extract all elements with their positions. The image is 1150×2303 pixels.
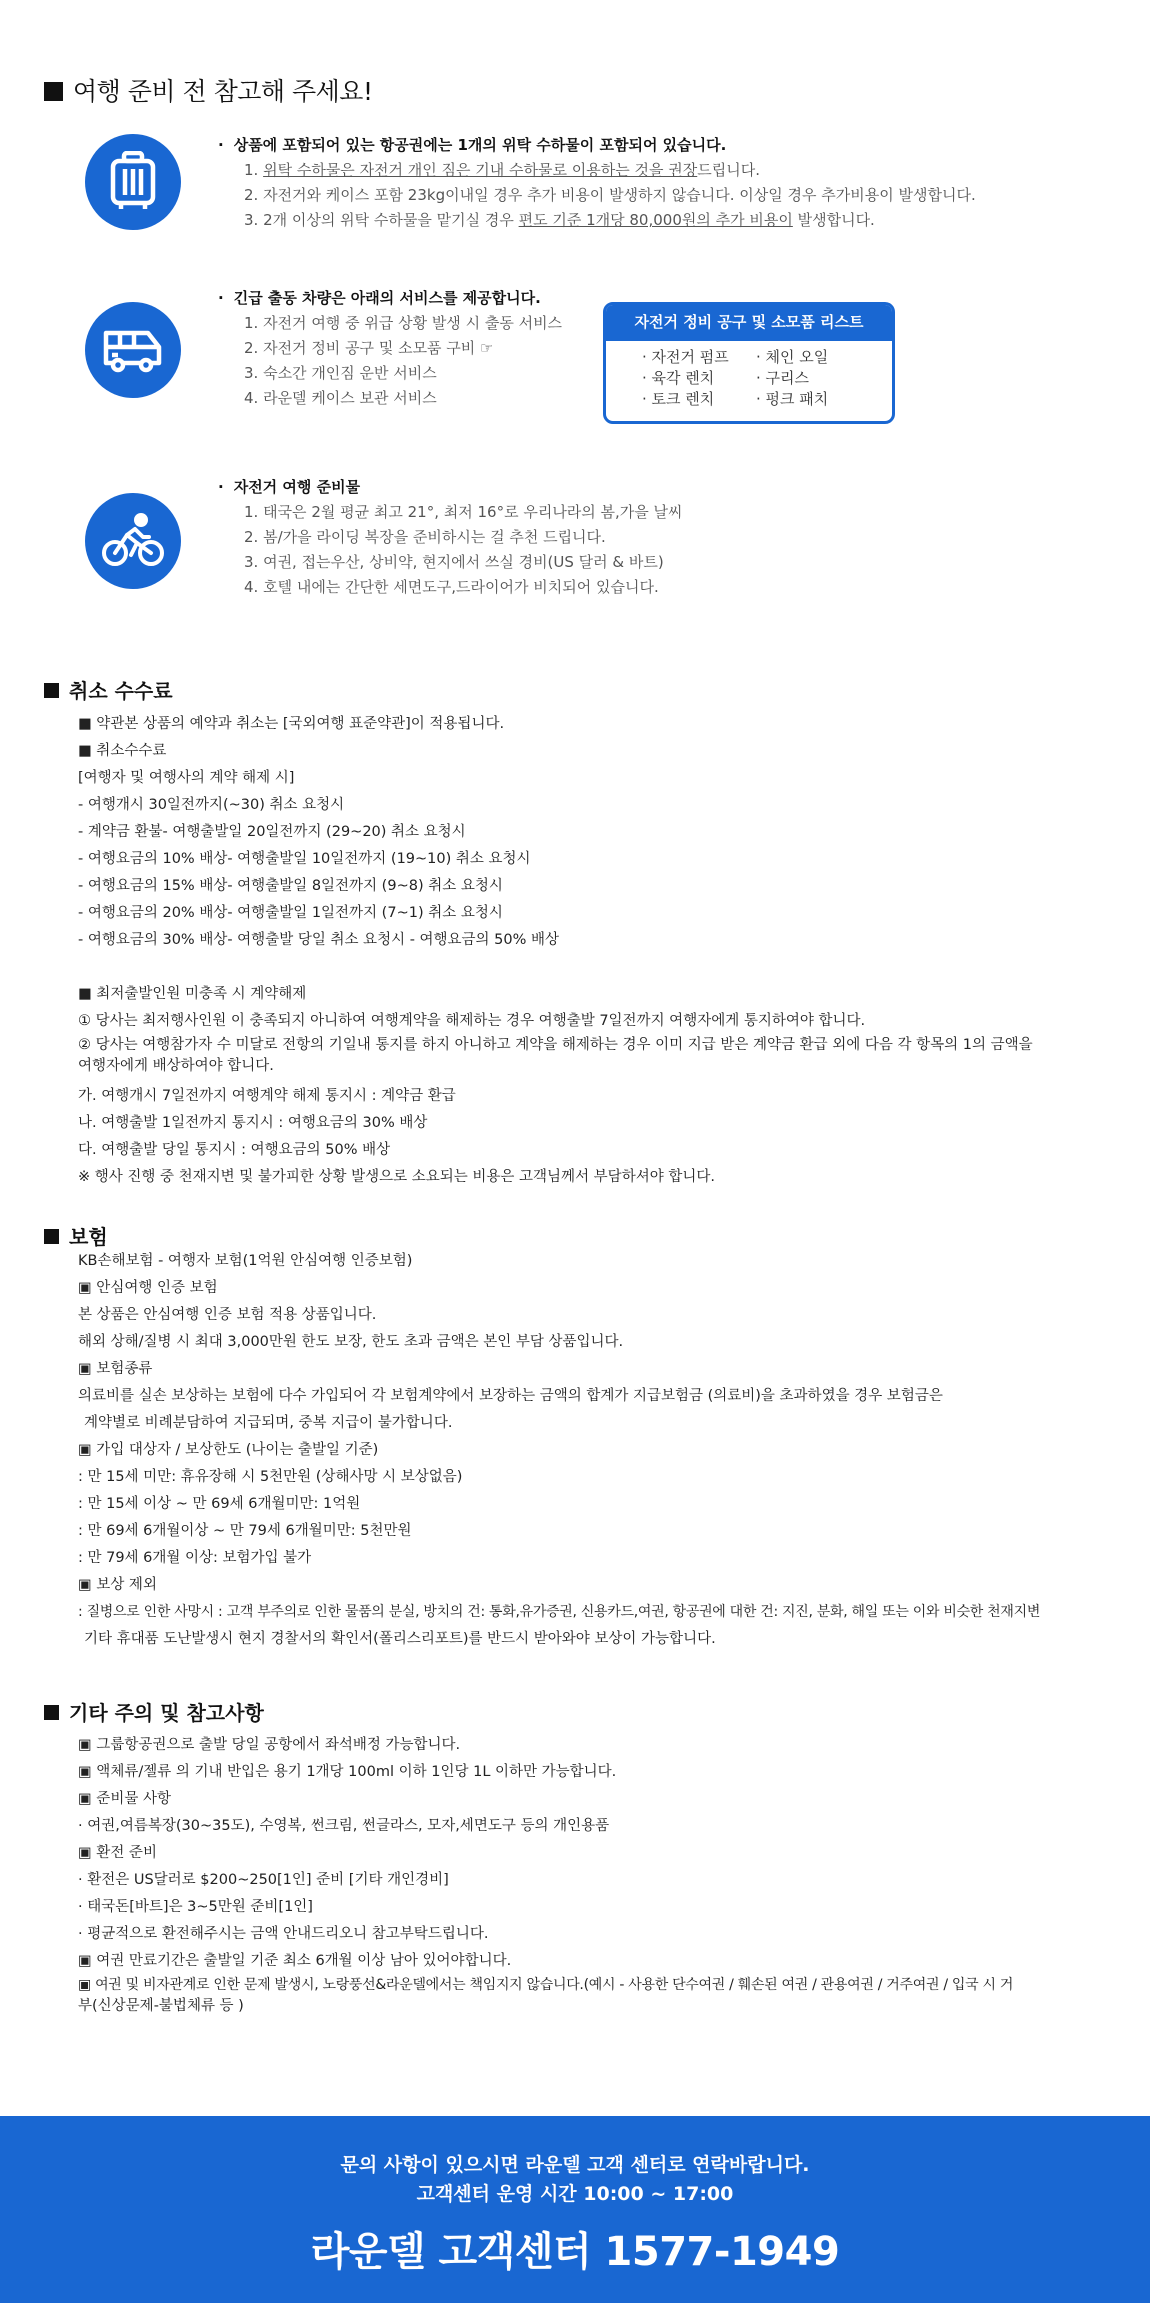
spacer (78, 954, 1033, 981)
luggage-icon (85, 134, 181, 230)
cancel-line: - 여행요금의 15% 배상- 여행출발일 8일전까지 (9~8) 취소 요청시 (78, 878, 503, 894)
etc-line: 부(신상문제-불법체류 등 ) (78, 1998, 244, 2014)
cancel-section-title: 취소 수수료 (44, 675, 173, 704)
etc-line: ▣ 액체류/젤류 의 기내 반입은 용기 1개당 100ml 이하 1인당 1L 이하만 가능합니다. (78, 1764, 617, 1780)
tool-list-item: · 펑크 패치 (756, 390, 829, 408)
cancel-line: 여행자에게 배상하여야 합니다. (78, 1058, 274, 1074)
etc-line: ▣ 그룹항공권으로 출발 당일 공항에서 좌석배정 가능합니다. (78, 1737, 461, 1753)
tool-list-item: · 구리스 (756, 369, 810, 387)
van-info-head: · 긴급 출동 차량은 아래의 서비스를 제공합니다. (218, 289, 541, 307)
cancel-line: - 계약금 환불- 여행출발일 20일전까지 (29~20) 취소 요청시 (78, 824, 466, 840)
footer-contact-notice: 문의 사항이 있으시면 라운델 고객 센터로 연락바랍니다. (340, 2154, 810, 2176)
footer-phone: 라운델 고객센터 1577-1949 (310, 2229, 840, 2275)
customer-center-footer (0, 2116, 1150, 2303)
insurance-line: 해외 상해/질병 시 최대 3,000만원 한도 보장, 한도 초과 금액은 본인 부담 상품입니다. (78, 1334, 624, 1350)
insurance-section-title: 보험 (44, 1221, 108, 1250)
etc-line: ▣ 준비물 사항 (78, 1791, 171, 1807)
cancel-line: ※ 행사 진행 중 천재지변 및 불가피한 상황 발생으로 소요되는 비용은 고객님께서 부담하셔야 합니다. (78, 1169, 715, 1185)
cancel-line: 나. 여행출발 1일전까지 통지시 : 여행요금의 30% 배상 (78, 1115, 428, 1131)
etc-line: ▣ 여권 만료기간은 출발일 기준 최소 6개월 이상 남아 있어야합니다. (78, 1953, 512, 1969)
cancel-line: ■ 취소수수료 (78, 743, 167, 759)
insurance-line: : 만 69세 6개월이상 ~ 만 79세 6개월미만: 5천만원 (78, 1523, 412, 1539)
insurance-line: ▣ 안심여행 인증 보험 (78, 1280, 218, 1296)
etc-line: · 여권,여름복장(30~35도), 수영복, 썬크림, 썬글라스, 모자,세면도구 등의 개인용품 (78, 1818, 610, 1834)
insurance-line: 기타 휴대품 도난발생시 현지 경찰서의 확인서(폴리스리포트)를 반드시 받아와야 보상이 가능합니다. (84, 1631, 716, 1647)
van-item: 1. 자전거 여행 중 위급 상황 발생 시 출동 서비스 (244, 314, 563, 332)
cancel-line: ■ 약관본 상품의 예약과 취소는 [국외여행 표준약관]이 적용됩니다. (78, 716, 505, 732)
bike-info-head: · 자전거 여행 준비물 (218, 478, 361, 496)
insurance-line: ▣ 보상 제외 (78, 1577, 157, 1593)
cancel-line: ■ 최저출발인원 미충족 시 계약해제 (78, 986, 307, 1002)
page-title: 여행 준비 전 참고해 주세요! (44, 72, 372, 108)
luggage-info (218, 133, 976, 233)
bicycle-icon (85, 493, 181, 589)
insurance-line: KB손해보험 - 여행자 보험(1억원 안심여행 인증보험) (78, 1253, 413, 1269)
cancel-line: - 여행개시 30일전까지(~30) 취소 요청시 (78, 797, 345, 813)
insurance-line: 계약별로 비례분담하여 지급되며, 중복 지급이 불가합니다. (84, 1415, 453, 1431)
cancel-line: ① 당사는 최저행사인원 이 충족되지 아니하여 여행계약을 해제하는 경우 여행출발 7일전까지 여행자에게 통지하여야 합니다. (78, 1013, 866, 1029)
luggage-info-head: · 상품에 포함되어 있는 항공권에는 1개의 위탁 수하물이 포함되어 있습니다. (218, 136, 727, 154)
cancel-line: - 여행요금의 10% 배상- 여행출발일 10일전까지 (19~10) 취소 요청시 (78, 851, 531, 867)
footer-hours: 고객센터 운영 시간 10:00 ~ 17:00 (416, 2183, 734, 2205)
luggage-item-1: 1. 위탁 수하물은 자전거 개인 짐은 기내 수하물로 이용하는 것을 권장드립니다. (244, 161, 760, 179)
etc-section-title: 기타 주의 및 참고사항 (44, 1697, 264, 1726)
tool-list-item: · 자전거 펌프 (642, 348, 729, 366)
luggage-item-3: 3. 2개 이상의 위탁 수하물을 맡기실 경우 편도 기준 1개당 80,000원의 추가 비용이 발생합니다. (244, 211, 875, 229)
cancel-line: 가. 여행개시 7일전까지 여행계약 해제 통지시 : 계약금 환급 (78, 1088, 456, 1104)
tool-list (606, 341, 892, 410)
bike-item: 1. 태국은 2월 평균 최고 21°, 최저 16°로 우리나라의 봄,가을 날씨 (244, 503, 683, 521)
insurance-line: 본 상품은 안심여행 인증 보험 적용 상품입니다. (78, 1307, 377, 1323)
bike-item: 2. 봄/가을 라이딩 복장을 준비하시는 걸 추천 드립니다. (244, 528, 606, 546)
insurance-line: : 만 15세 미만: 휴유장해 시 5천만원 (상해사망 시 보상없음) (78, 1469, 463, 1485)
etc-line: ▣ 환전 준비 (78, 1845, 157, 1861)
cancel-line: ② 당사는 여행참가자 수 미달로 전항의 기일내 통지를 하지 아니하고 계약을 해제하는 경우 이미 지급 받은 계약금 환급 외에 다음 각 항목의 1의 금액을 (78, 1037, 1033, 1053)
tool-list-title: 자전거 정비 공구 및 소모품 리스트 (606, 305, 892, 341)
luggage-item-2: 2. 자전거와 케이스 포함 23kg이내일 경우 추가 비용이 발생하지 않습니다. 이상일 경우 추가비용이 발생합니다. (244, 186, 976, 204)
etc-line: · 태국돈[바트]은 3~5만원 준비[1인] (78, 1899, 313, 1915)
etc-section-body (78, 1732, 1013, 2017)
cancel-line: [여행자 및 여행사의 계약 해제 시] (78, 770, 295, 786)
bike-info (218, 475, 683, 600)
insurance-section-body (78, 1248, 1040, 1653)
etc-line: ▣ 여권 및 비자관계로 인한 문제 발생시, 노랑풍선&라운델에서는 책임지지 않습니다.(예시 - 사용한 단수여권 / 훼손된 여권 / 관용여권 / 거주여권 / 입국 시 거 (78, 1977, 1014, 1993)
insurance-line: : 질병으로 인한 사망시 : 고객 부주의로 인한 물품의 분실, 방치의 건: 통화,유가증권, 신용카드,여권, 항공권에 대한 건: 지진, 분화, 해일 또는 이와 비슷한 천재지변 (78, 1604, 1041, 1620)
van-item: 3. 숙소간 개인짐 운반 서비스 (244, 364, 437, 382)
tool-list-box (603, 302, 895, 424)
van-item: 4. 라운델 케이스 보관 서비스 (244, 389, 437, 407)
van-item: 2. 자전거 정비 공구 및 소모품 구비 ☞ (244, 339, 494, 357)
insurance-line: : 만 79세 6개월 이상: 보험가입 불가 (78, 1550, 312, 1566)
etc-line: · 평균적으로 환전해주시는 금액 안내드리오니 참고부탁드립니다. (78, 1926, 489, 1942)
bike-item: 4. 호텔 내에는 간단한 세면도구,드라이어가 비치되어 있습니다. (244, 578, 659, 596)
square-bullet-icon (44, 82, 63, 101)
tool-list-item: · 육각 렌치 (642, 369, 715, 387)
cancel-line: - 여행요금의 30% 배상- 여행출발 당일 취소 요청시 - 여행요금의 50% 배상 (78, 932, 560, 948)
tool-list-item: · 토크 렌치 (642, 390, 715, 408)
van-icon (85, 302, 181, 398)
insurance-line: 의료비를 실손 보상하는 보험에 다수 가입되어 각 보험계약에서 보장하는 금액의 합계가 지급보험금 (의료비)을 초과하였을 경우 보험금은 (78, 1388, 943, 1404)
square-bullet-icon (44, 1705, 59, 1720)
cancel-line: - 여행요금의 20% 배상- 여행출발일 1일전까지 (7~1) 취소 요청시 (78, 905, 503, 921)
insurance-line: ▣ 보험종류 (78, 1361, 153, 1377)
etc-line: · 환전은 US달러로 $200~250[1인] 준비 [기타 개인경비] (78, 1872, 449, 1888)
insurance-line: ▣ 가입 대상자 / 보상한도 (나이는 출발일 기준) (78, 1442, 379, 1458)
cancel-line: 다. 여행출발 당일 통지시 : 여행요금의 50% 배상 (78, 1142, 391, 1158)
cancel-section-body (78, 711, 1033, 1191)
tool-list-item: · 체인 오일 (756, 348, 829, 366)
van-info (218, 286, 562, 411)
insurance-line: : 만 15세 이상 ~ 만 69세 6개월미만: 1억원 (78, 1496, 361, 1512)
square-bullet-icon (44, 1229, 59, 1244)
square-bullet-icon (44, 683, 59, 698)
bike-item: 3. 여권, 접는우산, 상비약, 현지에서 쓰실 경비(US 달러 & 바트) (244, 553, 664, 571)
